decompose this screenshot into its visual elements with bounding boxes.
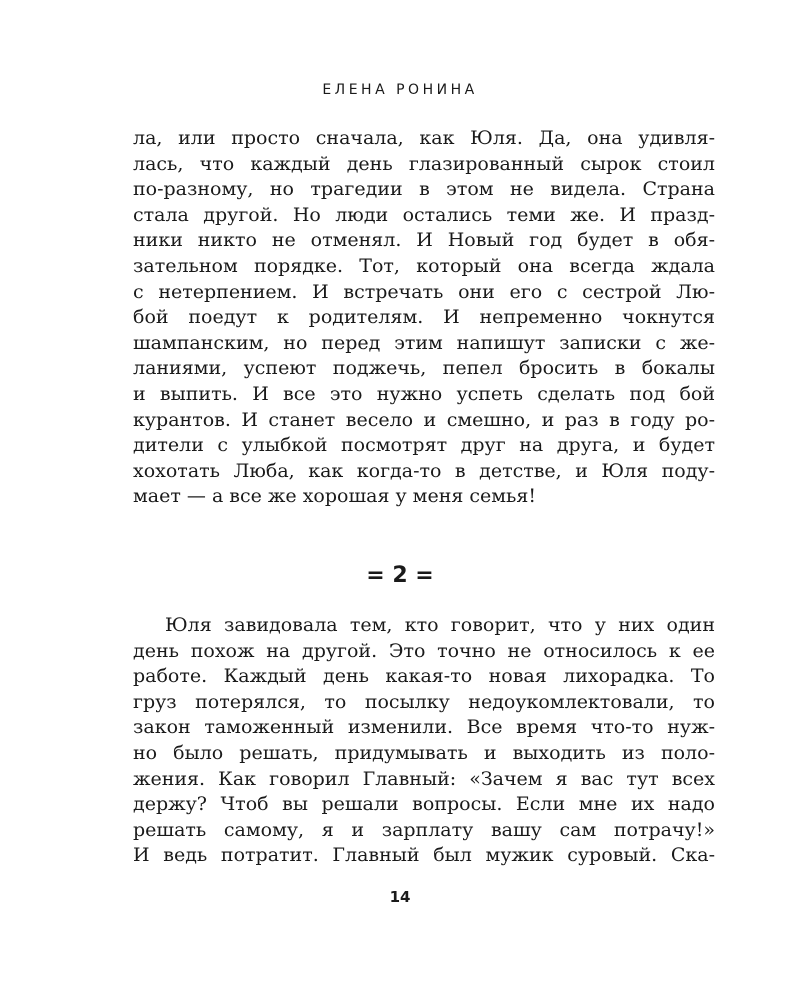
text-line: стала другой. Но люди остались теми же. И празд- (133, 203, 715, 226)
text-line: закон таможенный изменили. Все время что-то нуж- (133, 716, 715, 739)
text-line: ла, или просто сначала, как Юля. Да, она удивля- (133, 127, 715, 149)
text-line: жения. Как говорил Главный: «Зачем я вас тут всех (133, 767, 715, 790)
text-line: хохотать Люба, как когда-то в детстве, и Юля поду- (133, 459, 715, 482)
chapter-heading: = 2 = (366, 563, 434, 588)
text-line: держу? Чтоб вы решали вопросы. Если мне их надо (133, 793, 715, 816)
text-line: зательном порядке. Тот, который она всегда ждала (133, 254, 715, 277)
text-line: по-разному, но трагедии в этом не видела. Страна (133, 178, 715, 201)
text-line: с нетерпением. И встречать они его с сестрой Лю- (133, 280, 715, 303)
paragraph-chapter-2 (133, 613, 715, 869)
text-line: и выпить. И все это нужно успеть сделать под бой (133, 382, 715, 405)
text-line: работе. Каждый день какая-то новая лихорадка. То (133, 665, 715, 688)
page-number: 14 (389, 888, 411, 906)
text-line: шампанским, но перед этим напишут записки с же- (133, 331, 715, 354)
text-line: И ведь потратит. Главный был мужик суровый. Ска- (133, 844, 715, 867)
text-line: бой поедут к родителям. И непременно чокнутся (133, 306, 715, 329)
text-line: Юля завидовала тем, кто говорит, что у них один (165, 614, 715, 636)
paragraph-continued (133, 126, 715, 510)
text-line: ланиями, успеют поджечь, пепел бросить в бокалы (133, 357, 715, 380)
text-line: мает — а все же хорошая у меня семья! (133, 485, 537, 508)
text-line: но было решать, придумывать и выходить из поло- (133, 741, 715, 764)
running-head-author: ЕЛЕНА РОНИНА (322, 82, 478, 98)
text-line: ники никто не отменял. И Новый год будет в обя- (133, 229, 715, 252)
text-line: курантов. И станет весело и смешно, и раз в году ро- (133, 408, 715, 431)
text-line: решать самому, я и зарплату вашу сам потрачу!» (133, 818, 715, 841)
text-line: день похож на другой. Это точно не относилось к ее (133, 639, 715, 662)
text-line: дители с улыбкой посмотрят друг на друга, и будет (133, 434, 715, 457)
text-line: груз потерялся, то посылку недоукомлектовали, то (133, 690, 715, 713)
text-line: лась, что каждый день глазированный сырок стоил (133, 152, 715, 175)
